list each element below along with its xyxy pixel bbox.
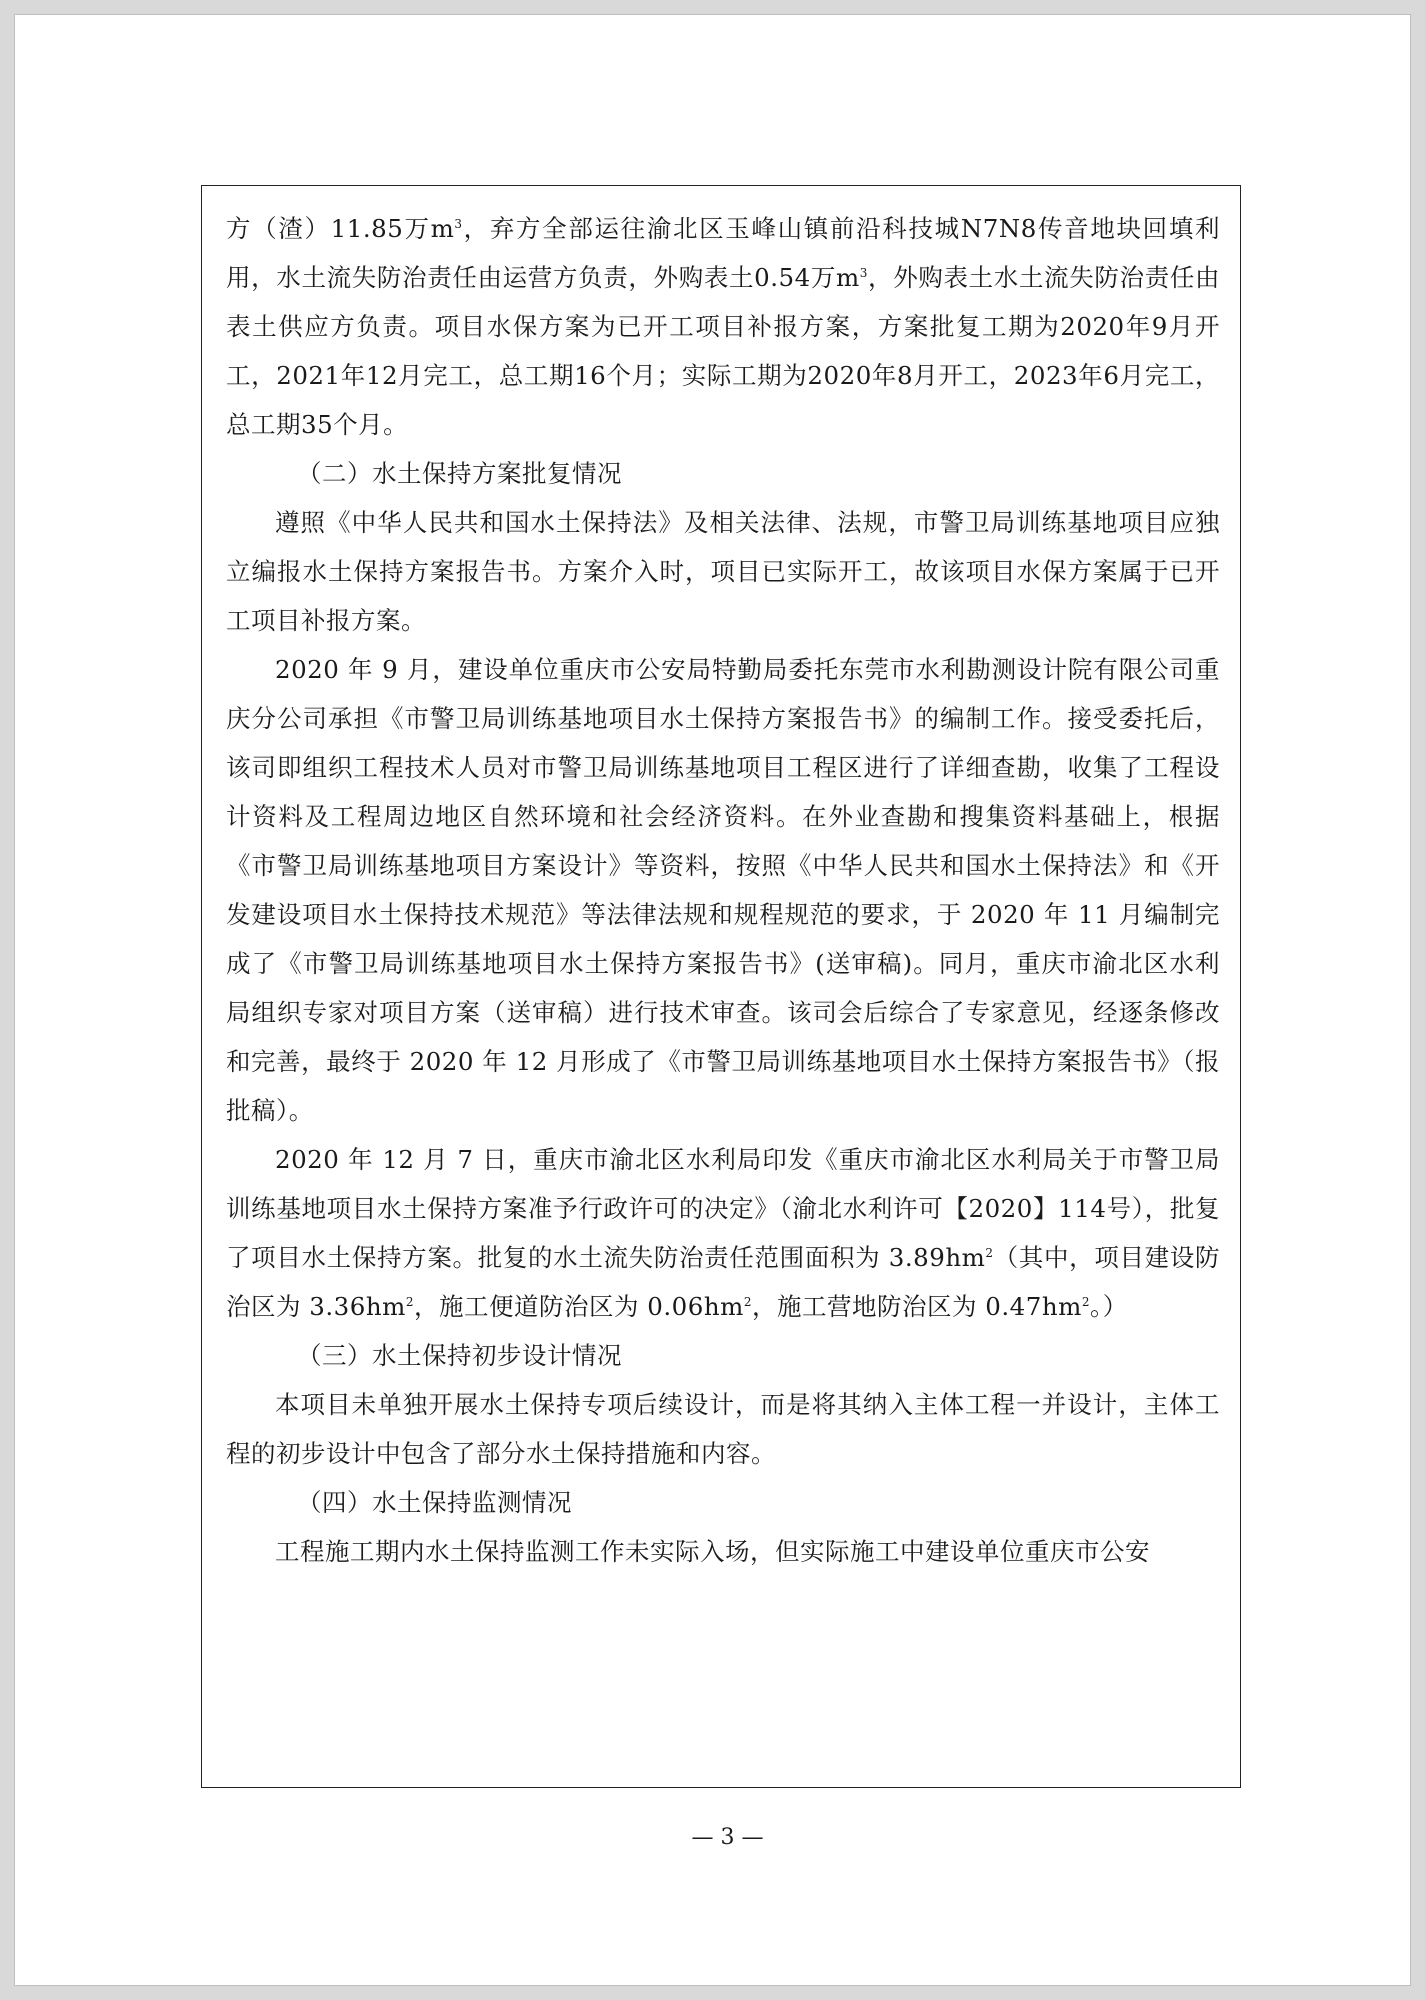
document-page <box>14 14 1411 1986</box>
section-heading-approval: （二）水土保持方案批复情况 <box>297 459 623 488</box>
paragraph-preliminary-design: 本项目未单独开展水土保持专项后续设计，而是将其纳入主体工程一并设计，主体工程的初步设计中包含了部分水土保持措施和内容。 <box>226 1390 1220 1468</box>
page-number: — 3 — <box>691 1825 764 1850</box>
paragraph-approval-process: 2020 年 9 月，建设单位重庆市公安局特勤局委托东莞市水利勘测设计院有限公司重庆分公司承担《市警卫局训练基地项目水土保持方案报告书》的编制工作。接受委托后，该司即组织工程技术人员对市警卫局训练基地项目工程区进行了详细查勘，收集了工程设计资料及工程周边地区自然环境和社会经济资料。在外业查勘和搜集资料基础上，根据《市警卫局训练基地项目方案设计》等资料，按照《中华人民共和国水土保持法》和《开发建设项目水土保持技术规范》等法律法规和规程规范的要求，于 2020 年 11 月编制完成了《市警卫局训练基地项目水土保持方案报告书》(送审稿)。同月，重庆市渝北区水利局组织专家对项目方案（送审稿）进行技术审查。该司会后综合了专家意见，经逐条修改和完善，最终于 2020 年 12 月形成了《市警卫局训练基地项目水土保持方案报告书》（报批稿）。 <box>226 655 1220 1125</box>
paragraph-project-summary: 方（渣）11.85万$m^3$，弃方全部运往渝北区玉峰山镇前沿科技城N7N8传音地块回填利用，水土流失防治责任由运营方负责，外购表土0.54万$m^3$，外购表土水土流失防治责任由表土供应方负责。项目水保方案为已开工项目补报方案，方案批复工期为2020年9月开工，2021年12月完工，总工期16个月；实际工期为2020年8月开工，2023年6月完工，总工期35个月。 <box>226 214 1220 439</box>
paragraph-monitoring: 工程施工期内水土保持监测工作未实际入场，但实际施工中建设单位重庆市公安 <box>275 1537 1150 1566</box>
paragraph-approval-decision: 2020 年 12 月 7 日，重庆市渝北区水利局印发《重庆市渝北区水利局关于市警卫局训练基地项目水土保持方案准予行政许可的决定》（渝北水利许可【2020】114号），批复了项目水土保持方案。批复的水土流失防治责任范围面积为 $3.89hm^2$（其中，项目建设防治区为 $3.36hm^2$，施工便道防治区为 $0.06hm^2$，施工营地防治区为 $0.47hm^2$。） <box>226 1145 1220 1321</box>
content-frame <box>201 185 1241 1788</box>
paragraph-approval-basis: 遵照《中华人民共和国水土保持法》及相关法律、法规，市警卫局训练基地项目应独立编报水土保持方案报告书。方案介入时，项目已实际开工，故该项目水保方案属于已开工项目补报方案。 <box>226 508 1220 635</box>
section-heading-monitoring: （四）水土保持监测情况 <box>297 1488 573 1517</box>
section-heading-preliminary-design: （三）水土保持初步设计情况 <box>297 1341 623 1370</box>
